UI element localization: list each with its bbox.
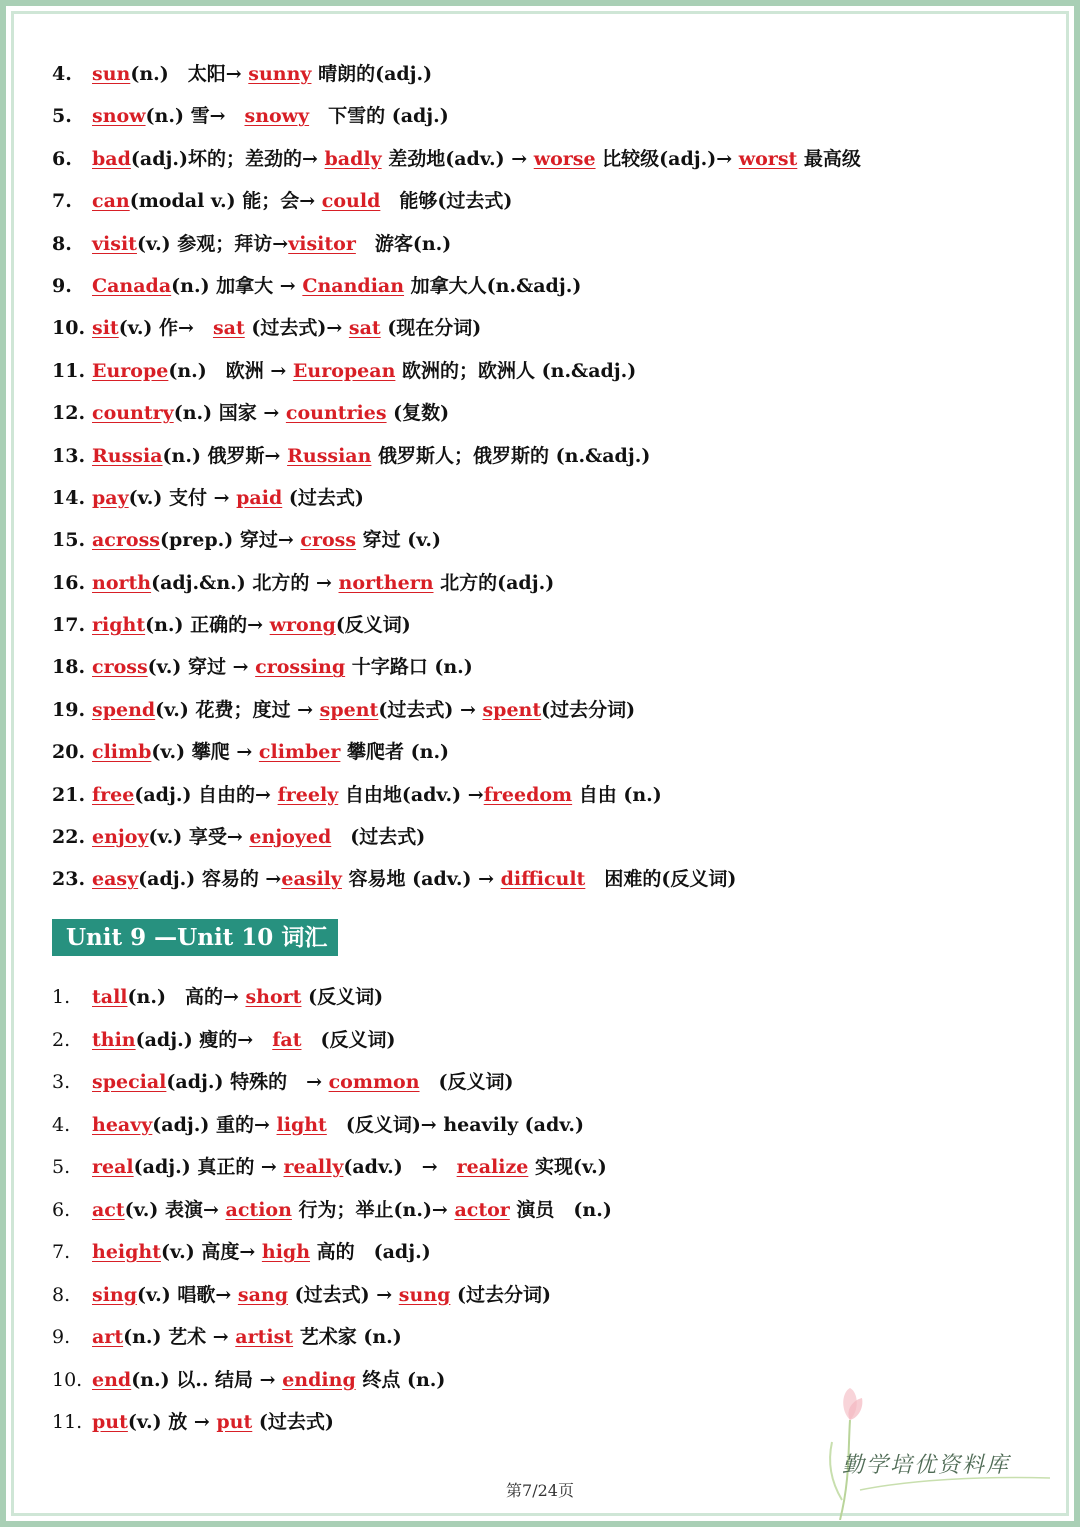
- entry-text: (n.) 国家 →: [173, 402, 286, 425]
- entry-text: (v.) 花费；度过 →: [155, 698, 320, 721]
- entry-number: 6.: [52, 1198, 71, 1221]
- vocab-keyword: across: [92, 529, 160, 552]
- vocab-keyword: enjoyed: [249, 826, 332, 849]
- vocab-keyword: worst: [738, 147, 798, 170]
- entry-text: (过去式) →: [378, 698, 483, 721]
- vocab-keyword: paid: [236, 486, 283, 509]
- entry-text: 演员 (n.): [509, 1198, 612, 1221]
- entry-text: (过去分词): [541, 698, 636, 721]
- vocab-entry: [52, 562, 861, 604]
- entry-number: 20.: [52, 741, 86, 764]
- entry-number: 2.: [52, 1028, 71, 1051]
- entry-text: 加拿大人(n.&adj.): [404, 274, 582, 297]
- vocab-keyword: really: [283, 1156, 344, 1178]
- entry-text: (反义词): [301, 986, 384, 1008]
- vocab-keyword: put: [92, 1411, 128, 1433]
- vocab-entry: [52, 307, 861, 349]
- entry-number: 5.: [52, 105, 72, 128]
- vocab-keyword: cross: [92, 656, 148, 679]
- entry-text: 行为；举止(n.)→: [291, 1198, 455, 1221]
- vocab-keyword: height: [92, 1241, 161, 1263]
- entry-text: (adj.&n.) 北方的 →: [151, 571, 339, 594]
- vocab-keyword: badly: [324, 147, 382, 170]
- vocab-entry: [52, 435, 861, 477]
- vocab-keyword: sat: [212, 317, 245, 340]
- vocab-entry: [52, 689, 861, 731]
- vocab-keyword: realize: [456, 1156, 529, 1178]
- entry-text: (n.) 雪→: [145, 105, 245, 128]
- vocab-entry: [52, 731, 861, 773]
- vocab-keyword: spent: [482, 698, 542, 721]
- entry-text: 游客(n.): [355, 232, 452, 255]
- entry-text: 比较级(adj.)→: [595, 147, 739, 170]
- vocab-keyword: Cnandian: [302, 274, 405, 297]
- entry-text: 欧洲的；欧洲人 (n.&adj.): [395, 359, 637, 382]
- entry-text: (反义词)→ heavily (adv.): [326, 1113, 585, 1136]
- vocab-entry: [52, 1231, 612, 1274]
- entry-number: 15.: [52, 529, 86, 552]
- vocab-keyword: sun: [92, 63, 131, 85]
- vocab-entry: [52, 53, 861, 95]
- vocab-entry: [52, 138, 861, 180]
- entry-text: (反义词): [419, 1071, 514, 1093]
- entry-text: 攀爬者 (n.): [340, 741, 450, 764]
- vocab-keyword: can: [92, 190, 130, 213]
- vocab-keyword: high: [261, 1241, 311, 1263]
- vocab-keyword: sing: [92, 1283, 138, 1306]
- entry-text: (复数): [386, 402, 450, 425]
- entry-text: (v.) 高度→: [161, 1241, 262, 1263]
- entry-text: (adj.) 容易的 →: [138, 868, 282, 891]
- watermark-text: 勤学培优资料库: [842, 1453, 1011, 1478]
- entry-text: 能够(过去式): [380, 190, 513, 213]
- vocab-keyword: free: [92, 783, 135, 806]
- entry-number: 9.: [52, 274, 72, 297]
- entry-text: (adj.) 瘦的→: [135, 1028, 273, 1051]
- entry-number: 23.: [52, 868, 86, 891]
- vocab-list-units-7-8: [52, 53, 861, 901]
- vocab-entry: [52, 1189, 612, 1232]
- vocab-keyword: bad: [92, 147, 131, 170]
- entry-number: 16.: [52, 571, 86, 594]
- vocab-list-units-9-10: [52, 976, 612, 1444]
- entry-text: (n.) 加拿大 →: [171, 274, 303, 297]
- entry-text: (v.) 参观；拜访→: [136, 232, 289, 255]
- vocab-keyword: act: [92, 1198, 125, 1221]
- vocab-keyword: action: [225, 1198, 292, 1221]
- vocab-keyword: cross: [300, 529, 357, 552]
- vocab-keyword: Russian: [287, 444, 372, 467]
- entry-number: 9.: [52, 1326, 71, 1348]
- vocab-keyword: freedom: [483, 783, 573, 806]
- vocab-entry: [52, 477, 861, 519]
- entry-text: (n.) 艺术 →: [123, 1326, 236, 1348]
- vocab-entry: [52, 1316, 612, 1359]
- vocab-keyword: art: [92, 1326, 124, 1348]
- vocab-keyword: Russia: [92, 444, 163, 467]
- entry-number: 8.: [52, 1283, 71, 1306]
- entry-text: (过去式): [252, 1411, 334, 1433]
- entry-number: 3.: [52, 1071, 71, 1093]
- entry-text: (v.) 穿过 →: [147, 656, 256, 679]
- entry-text: 高的 (adj.): [310, 1241, 431, 1263]
- vocab-keyword: snow: [92, 105, 146, 128]
- entry-text: (adj.)坏的；差劲的→: [130, 147, 325, 170]
- entry-number: 11.: [52, 1411, 83, 1433]
- vocab-keyword: could: [321, 190, 381, 213]
- entry-text: (adj.) 真正的 →: [133, 1156, 284, 1178]
- entry-text: (现在分词): [380, 317, 482, 340]
- vocab-entry: [52, 604, 861, 646]
- entry-text: 艺术家 (n.): [293, 1326, 402, 1348]
- vocab-keyword: freely: [277, 783, 339, 806]
- entry-text: 实现(v.): [528, 1156, 607, 1178]
- entry-text: (过去式) →: [288, 1283, 399, 1306]
- entry-number: 19.: [52, 698, 86, 721]
- entry-text: (adv.) →: [343, 1156, 457, 1178]
- vocab-keyword: sung: [398, 1283, 451, 1306]
- vocab-keyword: Canada: [92, 274, 172, 297]
- vocab-keyword: sit: [92, 317, 119, 340]
- vocab-entry: [52, 265, 861, 307]
- vocab-keyword: sunny: [248, 63, 312, 85]
- entry-text: 俄罗斯人；俄罗斯的 (n.&adj.): [371, 444, 651, 467]
- vocab-keyword: pay: [92, 486, 129, 509]
- entry-text: (adj.) 特殊的 →: [166, 1071, 329, 1093]
- entry-number: 11.: [52, 359, 86, 382]
- vocab-keyword: short: [245, 986, 302, 1008]
- entry-text: 穿过 (v.): [356, 529, 441, 552]
- vocab-keyword: heavy: [92, 1113, 153, 1136]
- vocab-entry: [52, 223, 861, 265]
- banner-title: Unit 9 —Unit 10 词汇: [66, 924, 328, 951]
- entry-text: 最高级: [797, 147, 861, 170]
- vocab-keyword: tall: [92, 986, 128, 1008]
- vocab-keyword: north: [92, 571, 152, 594]
- entry-text: (n.) 太阳→: [130, 63, 249, 85]
- entry-text: 自由 (n.): [572, 783, 662, 806]
- vocab-keyword: easily: [281, 868, 342, 891]
- entry-text: (prep.) 穿过→: [159, 529, 301, 552]
- vocab-keyword: light: [276, 1113, 327, 1136]
- entry-text: 十字路口 (n.): [345, 656, 473, 679]
- entry-text: (过去式): [282, 486, 364, 509]
- vocab-keyword: difficult: [500, 868, 586, 891]
- vocab-keyword: easy: [92, 868, 139, 891]
- vocab-keyword: thin: [92, 1028, 136, 1051]
- vocab-entry: [52, 774, 861, 816]
- entry-text: (n.) 欧洲 →: [168, 359, 293, 382]
- entry-text: 北方的(adj.): [433, 571, 555, 594]
- vocab-entry: [52, 816, 861, 858]
- entry-text: (n.) 正确的→: [145, 614, 270, 637]
- entry-text: (n.) 高的→: [127, 986, 246, 1008]
- vocab-entry: [52, 392, 861, 434]
- entry-text: 容易地 (adv.) →: [341, 868, 501, 891]
- entry-text: (v.) 支付 →: [128, 486, 237, 509]
- entry-text: (n.) 以.. 结局 →: [131, 1368, 283, 1391]
- entry-text: (反义词): [301, 1028, 396, 1051]
- vocab-keyword: ending: [282, 1368, 356, 1391]
- entry-text: (v.) 享受→: [148, 826, 250, 849]
- page-number: 第7/24页: [506, 1481, 574, 1500]
- entry-text: (modal v.) 能；会→: [129, 190, 322, 213]
- vocab-keyword: sang: [237, 1283, 288, 1306]
- vocab-keyword: snowy: [244, 105, 310, 128]
- vocab-keyword: climber: [258, 741, 341, 764]
- entry-number: 10.: [52, 317, 86, 340]
- entry-number: 10.: [52, 1368, 83, 1391]
- entry-number: 4.: [52, 1113, 71, 1136]
- entry-text: 晴朗的(adj.): [311, 63, 433, 85]
- vocab-entry: [52, 95, 861, 137]
- entry-number: 21.: [52, 783, 86, 806]
- vocab-keyword: Europe: [92, 359, 169, 382]
- section-banner: [52, 919, 338, 956]
- entry-number: 6.: [52, 147, 72, 170]
- vocab-keyword: enjoy: [92, 826, 149, 849]
- vocab-entry: [52, 180, 861, 222]
- vocab-keyword: artist: [235, 1326, 294, 1348]
- entry-text: 下雪的 (adj.): [309, 105, 449, 128]
- entry-number: 5.: [52, 1156, 71, 1178]
- vocab-entry: [52, 519, 861, 561]
- entry-text: (v.) 作→: [118, 317, 213, 340]
- entry-text: (过去式): [331, 826, 426, 849]
- vocab-keyword: fat: [272, 1028, 302, 1051]
- entry-number: 18.: [52, 656, 86, 679]
- entry-number: 4.: [52, 63, 72, 85]
- vocab-keyword: northern: [338, 571, 434, 594]
- entry-text: 终点 (n.): [355, 1368, 446, 1391]
- vocab-entry: [52, 646, 861, 688]
- vocab-keyword: spend: [92, 698, 156, 721]
- vocab-keyword: end: [92, 1368, 132, 1391]
- vocab-entry: [52, 1104, 612, 1147]
- vocab-entry: [52, 1146, 612, 1189]
- entry-text: (adj.) 自由的→: [134, 783, 278, 806]
- vocab-entry: [52, 976, 612, 1019]
- entry-text: (v.) 表演→: [124, 1198, 226, 1221]
- entry-text: (v.) 攀爬 →: [151, 741, 259, 764]
- entry-number: 7.: [52, 1241, 71, 1263]
- vocab-entry: [52, 1019, 612, 1062]
- vocab-keyword: put: [216, 1411, 253, 1433]
- entry-text: (反义词): [335, 614, 411, 637]
- entry-text: 差劲地(adv.) →: [381, 147, 534, 170]
- vocab-keyword: worse: [533, 147, 596, 170]
- vocab-entry: [52, 1359, 612, 1402]
- vocab-entry: [52, 858, 861, 900]
- entry-text: 自由地(adv.) →: [338, 783, 484, 806]
- vocab-keyword: sat: [348, 317, 381, 340]
- vocab-keyword: visitor: [288, 232, 356, 255]
- entry-number: 7.: [52, 190, 72, 213]
- vocab-entry: [52, 350, 861, 392]
- entry-text: (adj.) 重的→: [152, 1113, 277, 1136]
- vocab-keyword: special: [92, 1071, 167, 1093]
- vocab-keyword: right: [92, 614, 146, 637]
- vocab-keyword: actor: [454, 1198, 510, 1221]
- vocab-entry: [52, 1274, 612, 1317]
- vocab-keyword: country: [92, 402, 174, 425]
- vocab-entry: [52, 1401, 612, 1444]
- entry-text: (n.) 俄罗斯→: [162, 444, 288, 467]
- entry-number: 17.: [52, 614, 86, 637]
- vocab-keyword: common: [328, 1071, 420, 1093]
- entry-text: (过去分词): [450, 1283, 551, 1306]
- vocab-keyword: real: [92, 1156, 134, 1178]
- entry-number: 22.: [52, 826, 86, 849]
- entry-text: (过去式)→: [244, 317, 349, 340]
- entry-number: 8.: [52, 232, 72, 255]
- entry-text: 困难的(反义词): [585, 868, 737, 891]
- entry-number: 14.: [52, 486, 86, 509]
- vocab-keyword: countries: [285, 402, 387, 425]
- entry-number: 13.: [52, 444, 86, 467]
- vocab-keyword: wrong: [269, 614, 336, 637]
- entry-text: (v.) 放 →: [127, 1411, 217, 1433]
- entry-text: (v.) 唱歌→: [137, 1283, 238, 1306]
- entry-number: 1.: [52, 986, 71, 1008]
- vocab-keyword: visit: [92, 232, 137, 255]
- vocab-keyword: crossing: [255, 656, 346, 679]
- entry-number: 12.: [52, 402, 86, 425]
- vocab-keyword: spent: [319, 698, 379, 721]
- vocab-keyword: European: [292, 359, 396, 382]
- vocab-entry: [52, 1061, 612, 1104]
- vocab-keyword: climb: [92, 741, 152, 764]
